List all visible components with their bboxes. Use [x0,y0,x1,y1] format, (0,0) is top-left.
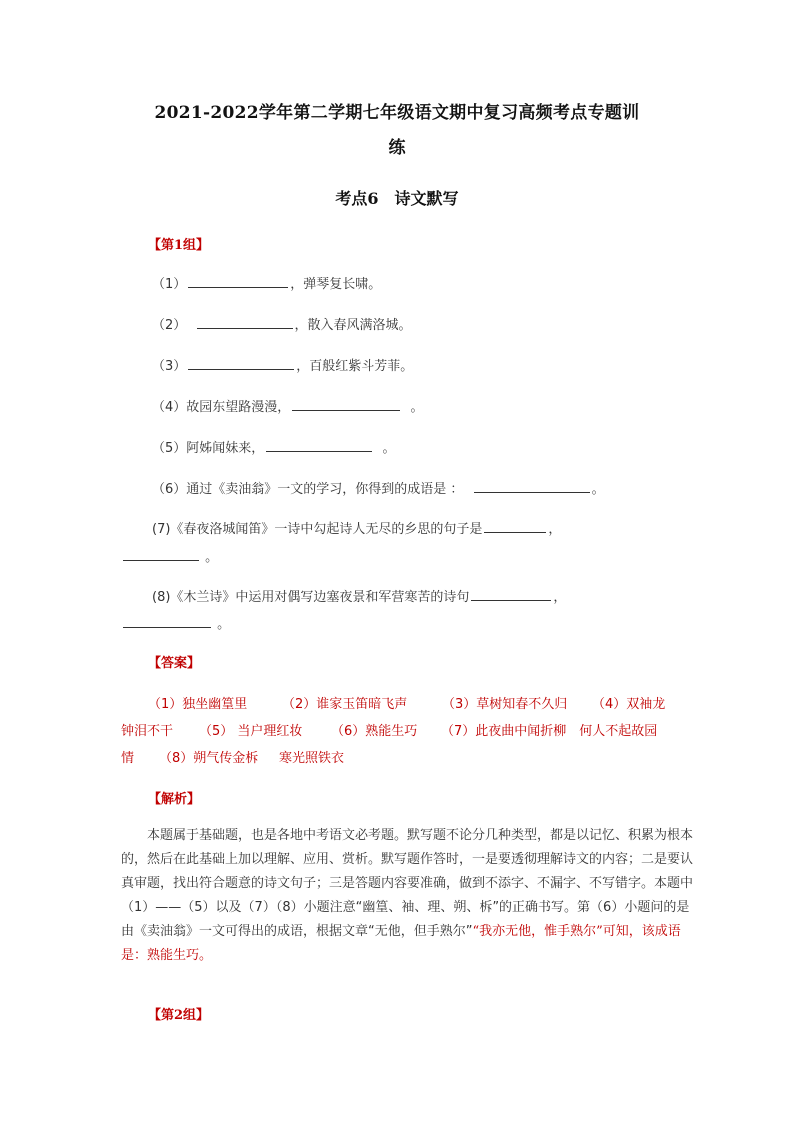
q1-suffix: ，弹琴复长啸。 [290,277,382,292]
q5-prefix: （5）阿姊闻妹来， [152,441,265,456]
q8-suffix: 。 [217,617,231,632]
answer-line-3 [121,747,681,766]
answer-item: （7）此夜曲中闻折柳 何人不起故园 [441,724,658,739]
question-6 [152,478,605,497]
question-2 [152,314,412,333]
q8-mid: ， [553,590,567,605]
document-title-continuation: 练 [388,138,406,158]
answer-header: 【答案】 [148,656,201,671]
question-8 [152,586,566,605]
question-7 [152,518,561,537]
q5-blank [266,438,372,452]
analysis-quote: “我亦无他，惟手熟尔”可知，该成语是：熟能生巧。 [121,924,681,963]
q8-blank-2 [123,614,211,628]
answer-line-2 [121,720,681,739]
question-4 [152,396,424,415]
q3-blank [188,356,294,370]
q7-suffix: 。 [205,550,219,565]
q8-prefix: (8)《木兰诗》中运用对偶写边塞夜景和军营寒苦的诗句 [152,590,470,605]
q2-prefix: （2） [152,318,187,333]
q4-prefix: （4）故园东望路漫漫， [152,400,291,415]
q2-suffix: ，散入春风满洛城。 [294,318,412,333]
answer-item: （1）独坐幽篁里 [148,697,248,712]
analysis-paragraph [121,824,693,968]
q5-suffix: 。 [382,441,396,456]
q7-blank-1 [484,519,546,533]
q3-prefix: （3） [152,359,187,374]
answer-line-1 [148,693,708,712]
answer-item: （5） 当户理红妆 [199,724,303,739]
answer-item: （3）草树知春不久归 [442,697,568,712]
q4-suffix: 。 [410,400,424,415]
q2-blank [197,315,293,329]
document-title: 2021-2022学年第二学期七年级语文期中复习高频考点专题训 [154,103,640,123]
answer-item: （6）熟能生巧 [331,724,418,739]
question-8-continued [121,613,230,632]
question-7-continued [121,546,218,565]
q4-blank [292,397,400,411]
q7-blank-2 [123,547,199,561]
question-1 [152,273,381,292]
q6-blank [474,479,590,493]
question-3 [152,355,413,374]
answer-item: 情 [121,751,135,766]
group1-header: 【第1组】 [148,238,210,253]
q3-suffix: ，百般红紫斗芳菲。 [296,359,414,374]
answer-item: （4）双袖龙 [592,697,666,712]
q6-suffix: 。 [591,482,605,497]
q7-prefix: (7)《春夜洛城闻笛》一诗中勾起诗人无尽的乡思的句子是 [152,522,483,537]
section-subtitle: 考点6 诗文默写 [335,189,459,208]
answer-item: （2）谁家玉笛暗飞声 [282,697,408,712]
question-5 [152,437,396,456]
q8-blank-1 [471,587,551,601]
q7-mid: ， [548,522,562,537]
answer-item: （8）朔气传金柝 [159,751,259,766]
answer-item: 寒光照铁衣 [279,751,345,766]
q1-blank [188,274,288,288]
q1-prefix: （1） [152,277,187,292]
answer-item: 钟泪不干 [121,724,174,739]
group2-header: 【第2组】 [148,1008,210,1023]
q6-prefix: （6）通过《卖油翁》一文的学习，你得到的成语是 ： [152,482,464,497]
analysis-body: 本题属于基础题，也是各地中考语文必考题。默写题不论分几种类型，都是以记忆、积累为根本的，然后在此基础上加以理解、应用、赏析。默写题作答时，一是要透彻理解诗文的内容；二是要认真审题，找出符合题意的诗文句子；三是答题内容要准确，做到不添字、不漏字、不写错字。本题中（1）——（5）以及（7）（8）小题注意“幽篁、袖、理、朔、柝”的正确书写。第（6）小题问的是由《卖油翁》一文可得出的成语，根据文章“无他，但手熟尔” [121,828,694,939]
analysis-header: 【解析】 [148,792,201,807]
